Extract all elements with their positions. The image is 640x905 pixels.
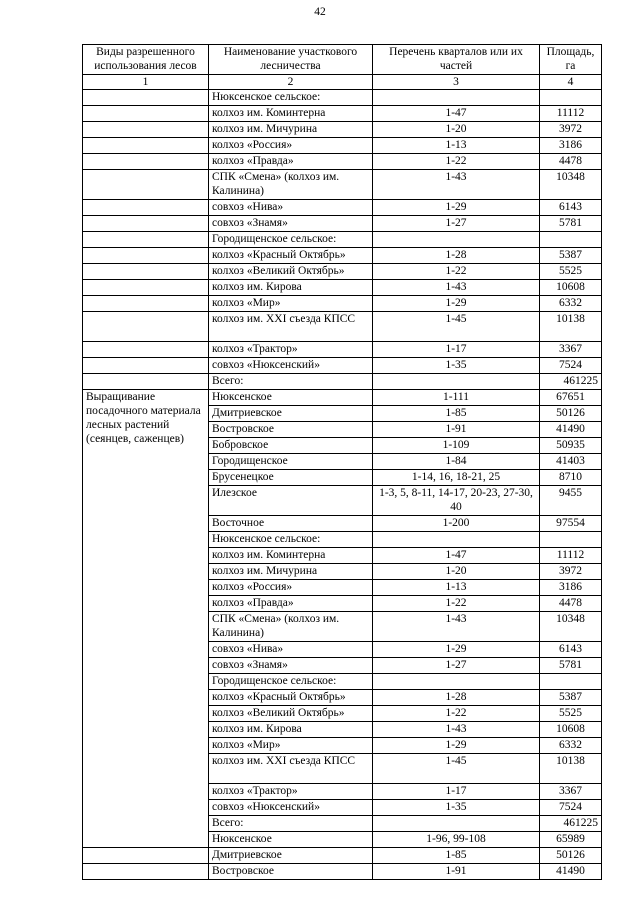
quarters-cell: 1-17 xyxy=(373,342,540,358)
forestry-name-cell: Брусенецкое xyxy=(209,470,373,486)
quarters-cell xyxy=(373,816,540,832)
quarters-cell: 1-29 xyxy=(373,738,540,754)
header-row xyxy=(83,45,602,75)
table-row xyxy=(83,312,602,342)
quarters-cell: 1-35 xyxy=(373,800,540,816)
table-row xyxy=(83,248,602,264)
quarters-cell: 1-45 xyxy=(373,312,540,342)
use-type-cell xyxy=(83,248,209,264)
forestry-name-cell: Восточное xyxy=(209,516,373,532)
quarters-cell: 1-111 xyxy=(373,390,540,406)
area-cell: 41490 xyxy=(540,422,602,438)
quarters-cell: 1-28 xyxy=(373,248,540,264)
use-type-cell xyxy=(83,138,209,154)
quarters-cell: 1-29 xyxy=(373,296,540,312)
table-row xyxy=(83,200,602,216)
use-type-cell xyxy=(83,154,209,170)
forestry-name-cell: Нюксенское сельское: xyxy=(209,532,373,548)
forestry-name-cell: колхоз «Мир» xyxy=(209,296,373,312)
forestry-name-cell: совхоз «Знамя» xyxy=(209,216,373,232)
forestry-name-cell: совхоз «Нива» xyxy=(209,200,373,216)
area-cell: 6332 xyxy=(540,296,602,312)
area-cell: 41490 xyxy=(540,864,602,880)
area-cell: 4478 xyxy=(540,596,602,612)
quarters-cell: 1-22 xyxy=(373,154,540,170)
quarters-cell xyxy=(373,90,540,106)
quarters-cell: 1-84 xyxy=(373,454,540,470)
quarters-cell: 1-91 xyxy=(373,864,540,880)
area-cell: 5387 xyxy=(540,248,602,264)
area-cell: 10348 xyxy=(540,612,602,642)
area-cell: 10138 xyxy=(540,754,602,784)
quarters-cell: 1-3, 5, 8-11, 14-17, 20-23, 27-30, 40 xyxy=(373,486,540,516)
area-cell: 65989 xyxy=(540,832,602,848)
forestry-name-cell: Бобровское xyxy=(209,438,373,454)
use-type-cell xyxy=(83,848,209,864)
forestry-name-cell: колхоз им. Мичурина xyxy=(209,122,373,138)
quarters-cell: 1-29 xyxy=(373,200,540,216)
area-cell: 10608 xyxy=(540,280,602,296)
table-row xyxy=(83,122,602,138)
use-type-cell xyxy=(83,170,209,200)
area-cell: 50126 xyxy=(540,406,602,422)
quarters-cell: 1-27 xyxy=(373,216,540,232)
quarters-cell: 1-43 xyxy=(373,612,540,642)
quarters-cell: 1-85 xyxy=(373,848,540,864)
quarters-cell: 1-28 xyxy=(373,690,540,706)
quarters-cell xyxy=(373,232,540,248)
quarters-cell: 1-29 xyxy=(373,642,540,658)
area-cell: 6143 xyxy=(540,642,602,658)
table-row xyxy=(83,390,602,406)
quarters-cell: 1-22 xyxy=(373,264,540,280)
quarters-cell xyxy=(373,674,540,690)
forestry-name-cell: колхоз им. Коминтерна xyxy=(209,548,373,564)
forestry-name-cell: колхоз им. Кирова xyxy=(209,280,373,296)
forestry-name-cell: колхоз «Красный Октябрь» xyxy=(209,248,373,264)
forestry-name-cell: СПК «Смена» (колхоз им. Калинина) xyxy=(209,612,373,642)
forest-use-table xyxy=(82,44,602,880)
quarters-cell: 1-35 xyxy=(373,358,540,374)
use-type-cell xyxy=(83,312,209,342)
table-row xyxy=(83,848,602,864)
quarters-cell: 1-85 xyxy=(373,406,540,422)
quarters-cell: 1-91 xyxy=(373,422,540,438)
forestry-name-cell: Нюксенское сельское: xyxy=(209,90,373,106)
area-cell: 461225 xyxy=(540,374,602,390)
forestry-name-cell: колхоз «Великий Октябрь» xyxy=(209,706,373,722)
forestry-name-cell: Всего: xyxy=(209,816,373,832)
forestry-name-cell: Нюксенское xyxy=(209,390,373,406)
quarters-cell: 1-22 xyxy=(373,596,540,612)
area-cell: 10348 xyxy=(540,170,602,200)
table-row xyxy=(83,296,602,312)
area-cell xyxy=(540,532,602,548)
quarters-cell: 1-22 xyxy=(373,706,540,722)
quarters-cell: 1-43 xyxy=(373,280,540,296)
forestry-name-cell: колхоз «Россия» xyxy=(209,580,373,596)
use-type-cell xyxy=(83,106,209,122)
table-row xyxy=(83,232,602,248)
quarters-cell: 1-43 xyxy=(373,170,540,200)
use-type-cell xyxy=(83,90,209,106)
area-cell xyxy=(540,674,602,690)
area-cell xyxy=(540,232,602,248)
forestry-name-cell: совхоз «Нюксенский» xyxy=(209,800,373,816)
area-cell: 6332 xyxy=(540,738,602,754)
quarters-cell: 1-200 xyxy=(373,516,540,532)
area-cell: 4478 xyxy=(540,154,602,170)
forestry-name-cell: колхоз «Правда» xyxy=(209,596,373,612)
table-row xyxy=(83,280,602,296)
forestry-name-cell: колхоз им. Коминтерна xyxy=(209,106,373,122)
area-cell: 5525 xyxy=(540,264,602,280)
use-type-cell xyxy=(83,864,209,880)
table-body xyxy=(83,90,602,880)
use-type-cell xyxy=(83,200,209,216)
area-cell: 6143 xyxy=(540,200,602,216)
forestry-name-cell: совхоз «Нюксенский» xyxy=(209,358,373,374)
use-type-cell xyxy=(83,122,209,138)
quarters-cell xyxy=(373,374,540,390)
table-row xyxy=(83,170,602,200)
page-number: 42 xyxy=(314,6,326,18)
forestry-name-cell: Городищенское сельское: xyxy=(209,674,373,690)
forestry-name-cell: колхоз «Великий Октябрь» xyxy=(209,264,373,280)
area-cell: 9455 xyxy=(540,486,602,516)
forestry-name-cell: колхоз «Трактор» xyxy=(209,784,373,800)
forestry-name-cell: колхоз им. Кирова xyxy=(209,722,373,738)
area-cell: 7524 xyxy=(540,358,602,374)
table-row xyxy=(83,90,602,106)
use-type-cell xyxy=(83,296,209,312)
quarters-cell: 1-13 xyxy=(373,138,540,154)
area-cell: 5387 xyxy=(540,690,602,706)
column-number: 1 xyxy=(83,75,209,90)
column-number-row xyxy=(83,75,602,90)
forestry-name-cell: колхоз «Россия» xyxy=(209,138,373,154)
forestry-name-cell: СПК «Смена» (колхоз им. Калинина) xyxy=(209,170,373,200)
forestry-name-cell: колхоз им. XXI съезда КПСС xyxy=(209,312,373,342)
quarters-cell: 1-96, 99-108 xyxy=(373,832,540,848)
forestry-name-cell: колхоз «Красный Октябрь» xyxy=(209,690,373,706)
header-cell: Наименование участкового лесничества xyxy=(209,45,373,75)
quarters-cell: 1-43 xyxy=(373,722,540,738)
area-cell: 41403 xyxy=(540,454,602,470)
quarters-cell: 1-27 xyxy=(373,658,540,674)
use-type-cell xyxy=(83,216,209,232)
area-cell: 3186 xyxy=(540,580,602,596)
use-type-cell: Выращивание посадочного материала лесных растений (сеянцев, саженцев) xyxy=(83,390,209,848)
area-cell: 50126 xyxy=(540,848,602,864)
area-cell: 3367 xyxy=(540,784,602,800)
use-type-cell xyxy=(83,358,209,374)
use-type-cell xyxy=(83,280,209,296)
area-cell xyxy=(540,90,602,106)
forestry-name-cell: совхоз «Нива» xyxy=(209,642,373,658)
table-row xyxy=(83,154,602,170)
quarters-cell: 1-47 xyxy=(373,548,540,564)
forestry-name-cell: Илезское xyxy=(209,486,373,516)
forestry-name-cell: Востровское xyxy=(209,864,373,880)
forestry-name-cell: Дмитриевское xyxy=(209,848,373,864)
area-cell: 97554 xyxy=(540,516,602,532)
header-cell: Перечень кварталов или их частей xyxy=(373,45,540,75)
forestry-name-cell: Всего: xyxy=(209,374,373,390)
area-cell: 461225 xyxy=(540,816,602,832)
quarters-cell: 1-45 xyxy=(373,754,540,784)
table-row xyxy=(83,106,602,122)
column-number: 3 xyxy=(373,75,540,90)
table-row xyxy=(83,138,602,154)
area-cell: 5525 xyxy=(540,706,602,722)
use-type-cell xyxy=(83,264,209,280)
quarters-cell: 1-13 xyxy=(373,580,540,596)
area-cell: 3367 xyxy=(540,342,602,358)
forestry-name-cell: Востровское xyxy=(209,422,373,438)
column-number: 2 xyxy=(209,75,373,90)
use-type-cell xyxy=(83,374,209,390)
quarters-cell: 1-17 xyxy=(373,784,540,800)
area-cell: 3972 xyxy=(540,564,602,580)
area-cell: 7524 xyxy=(540,800,602,816)
forestry-name-cell: колхоз им. XXI съезда КПСС xyxy=(209,754,373,784)
area-cell: 50935 xyxy=(540,438,602,454)
use-type-cell xyxy=(83,342,209,358)
table-row xyxy=(83,264,602,280)
quarters-cell: 1-20 xyxy=(373,564,540,580)
forestry-name-cell: колхоз «Трактор» xyxy=(209,342,373,358)
quarters-cell: 1-109 xyxy=(373,438,540,454)
header-cell: Площадь, га xyxy=(540,45,602,75)
column-number: 4 xyxy=(540,75,602,90)
area-cell: 67651 xyxy=(540,390,602,406)
area-cell: 5781 xyxy=(540,658,602,674)
area-cell: 3186 xyxy=(540,138,602,154)
forestry-name-cell: колхоз «Правда» xyxy=(209,154,373,170)
header-cell: Виды разрешенного использования лесов xyxy=(83,45,209,75)
forestry-name-cell: Городищенское сельское: xyxy=(209,232,373,248)
forestry-name-cell: колхоз им. Мичурина xyxy=(209,564,373,580)
forestry-name-cell: совхоз «Знамя» xyxy=(209,658,373,674)
area-cell: 3972 xyxy=(540,122,602,138)
area-cell: 10608 xyxy=(540,722,602,738)
use-type-cell xyxy=(83,232,209,248)
forestry-name-cell: Городищенское xyxy=(209,454,373,470)
forestry-name-cell: колхоз «Мир» xyxy=(209,738,373,754)
area-cell: 8710 xyxy=(540,470,602,486)
table-row xyxy=(83,216,602,232)
area-cell: 11112 xyxy=(540,548,602,564)
table-row xyxy=(83,358,602,374)
table-row xyxy=(83,864,602,880)
area-cell: 11112 xyxy=(540,106,602,122)
forestry-name-cell: Дмитриевское xyxy=(209,406,373,422)
forestry-name-cell: Нюксенское xyxy=(209,832,373,848)
table-row xyxy=(83,342,602,358)
quarters-cell: 1-47 xyxy=(373,106,540,122)
quarters-cell: 1-20 xyxy=(373,122,540,138)
area-cell: 10138 xyxy=(540,312,602,342)
quarters-cell: 1-14, 16, 18-21, 25 xyxy=(373,470,540,486)
table-row xyxy=(83,374,602,390)
quarters-cell xyxy=(373,532,540,548)
area-cell: 5781 xyxy=(540,216,602,232)
